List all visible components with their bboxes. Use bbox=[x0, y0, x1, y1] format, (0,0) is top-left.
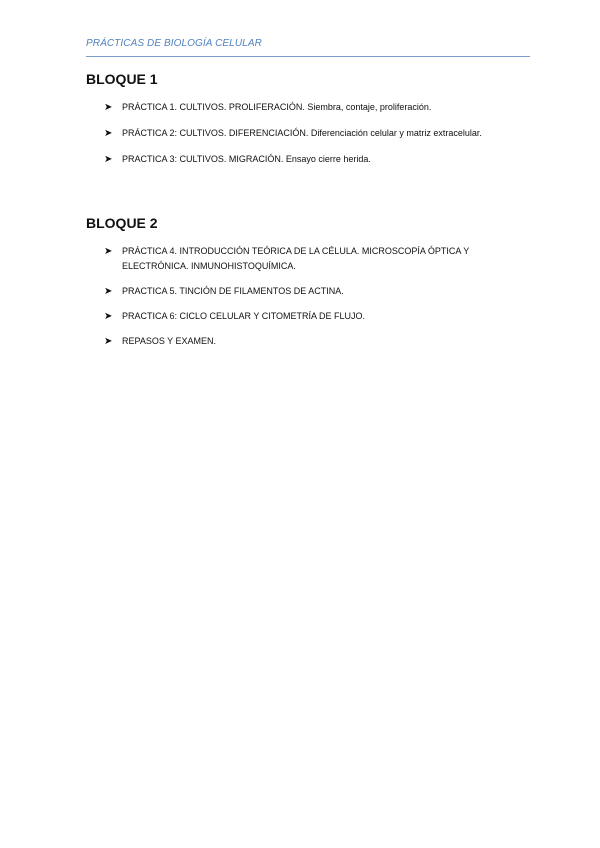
block-1-heading: BLOQUE 1 bbox=[86, 71, 158, 87]
list-item-text: PRÁCTICA 2: CULTIVOS. DIFERENCIACIÓN. Diferenciación celular y matriz extracelular. bbox=[122, 128, 482, 138]
list-item bbox=[86, 152, 516, 167]
list-item-text: PRACTICA 6: CICLO CELULAR Y CITOMETRÍA DE FLUJO. bbox=[122, 311, 366, 321]
page-header bbox=[86, 36, 530, 57]
list-item-text: PRÁCTICA 1. CULTIVOS. PROLIFERACIÓN. Siembra, contaje, proliferación. bbox=[122, 102, 432, 112]
list-item-text: REPASOS Y EXAMEN. bbox=[122, 336, 217, 346]
list-item bbox=[86, 334, 516, 349]
list-item-text: PRACTICA 3: CULTIVOS. MIGRACIÓN. Ensayo cierre herida. bbox=[122, 154, 371, 164]
arrowhead-bullet-icon: ➤ bbox=[104, 336, 113, 347]
list-item bbox=[86, 100, 516, 115]
list-item bbox=[86, 309, 516, 324]
list-item bbox=[86, 126, 516, 141]
block-2-heading: BLOQUE 2 bbox=[86, 215, 158, 231]
block-2-list bbox=[86, 244, 516, 359]
list-item-text: PRÁCTICA 4. INTRODUCCIÓN TEÓRICA DE LA CÉLULA. MICROSCOPÍA ÓPTICA Y ELECTRÓNICA. INMUNOHISTOQUÍMICA. bbox=[122, 246, 470, 271]
block-1-list bbox=[86, 100, 516, 178]
header-title: PRÁCTICAS DE BIOLOGÍA CELULAR bbox=[86, 38, 262, 49]
arrowhead-bullet-icon: ➤ bbox=[104, 311, 113, 322]
list-item bbox=[86, 284, 516, 299]
arrowhead-bullet-icon: ➤ bbox=[104, 286, 113, 297]
arrowhead-bullet-icon: ➤ bbox=[104, 246, 113, 257]
list-item-text: PRACTICA 5. TINCIÓN DE FILAMENTOS DE ACTINA. bbox=[122, 286, 344, 296]
arrowhead-bullet-icon: ➤ bbox=[104, 102, 113, 113]
arrowhead-bullet-icon: ➤ bbox=[104, 128, 113, 139]
list-item bbox=[86, 244, 516, 274]
arrowhead-bullet-icon: ➤ bbox=[104, 154, 113, 165]
